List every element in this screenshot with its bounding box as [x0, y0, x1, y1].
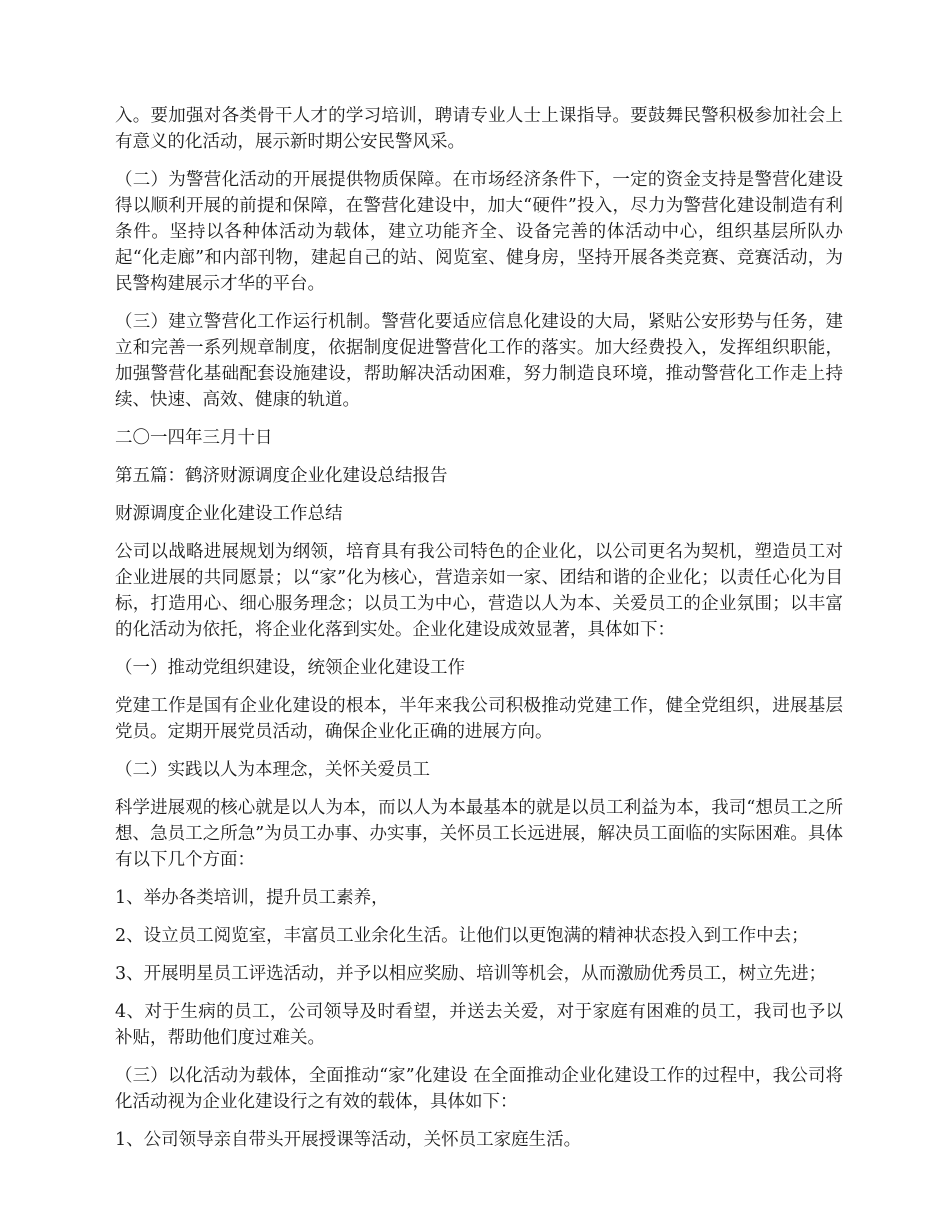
paragraph-people-oriented: 科学进展观的核心就是以人为本，而以人为本最基本的就是以员工利益为本，我司“想员工之所想、急员工之所急”为员工办事、办实事，关怀员工长远进展，解决员工面临的实际困难。具体有以下几个方面： — [115, 798, 843, 870]
list-item-employee-care: 4、对于生病的员工，公司领导及时看望，并送去关爱，对于家庭有困难的员工，我司也予以补贴，帮助他们度过难关。 — [115, 1002, 843, 1048]
list-item-reading-room: 2、设立员工阅览室，丰富员工业余化生活。让他们以更饱满的精神状态投入到工作中去； — [115, 926, 809, 946]
paragraph-intro-continuation: 入。要加强对各类骨干人才的学习培训，聘请专业人士上课指导。要鼓舞民警积极参加社会上有意义的化活动，展示新时期公安民警风采。 — [115, 106, 843, 152]
paragraph-police-material-support: （二）为警营化活动的开展提供物质保障。在市场经济条件下，一定的资金支持是警营化建设得以顺利开展的前提和保障，在警营化建设中，加大“硬件”投入，尽力为警营化建设制造有利条件。坚持以各种体活动为载体，建立功能齐全、设备完善的体活动中心，组织基层所队办起“化走廊”和内部刊物，建起自己的站、阅览室、健身房，坚持开展各类竞赛、竞赛活动，为民警构建展示才华的平台。 — [115, 170, 843, 294]
document-subtitle: 财源调度企业化建设工作总结 — [115, 504, 343, 524]
paragraph-company-overview: 公司以战略进展规划为纲领，培育具有我公司特色的企业化，以公司更名为契机，塑造员工对企业进展的共同愿景；以“家”化为核心，营造亲如一家、团结和谐的企业化；以责任心化为目标，打造用心、细心服务理念；以员工为中心，营造以人为本、关爱员工的企业氛围；以丰富的化活动为依托，将企业化落到实处。企业化建设成效显著，具体如下： — [115, 542, 843, 640]
paragraph-police-mechanism: （三）建立警营化工作运行机制。警营化要适应信息化建设的大局，紧贴公安形势与任务，建立和完善一系列规章制度，依据制度促进警营化工作的落实。加大经费投入，发挥组织职能，加强警营化基础配套设施建设，帮助解决活动困难，努力制造良环境，推动警营化工作走上持续、快速、高效、健康的轨道。 — [115, 312, 843, 410]
paragraph-party-building: 党建工作是国有企业化建设的根本，半年来我公司积极推动党建工作，健全党组织，进展基层党员。定期开展党员活动，确保企业化正确的进展方向。 — [115, 696, 843, 742]
heading-people-oriented: （二）实践以人为本理念，关怀关爱员工 — [115, 760, 430, 780]
document-page — [115, 103, 843, 1165]
document-date: 二〇一四年三月十日 — [115, 428, 273, 448]
list-item-training: 1、举办各类培训，提升员工素养， — [115, 888, 389, 908]
section-title: 第五篇：鹤济财源调度企业化建设总结报告 — [115, 466, 448, 486]
paragraph-home-culture: （三）以化活动为载体，全面推动“家”化建设 在全面推动企业化建设工作的过程中，我公司将化活动视为企业化建设行之有效的载体，具体如下： — [115, 1066, 843, 1112]
list-item-leader-lectures: 1、公司领导亲自带头开展授课等活动，关怀员工家庭生活。 — [115, 1130, 582, 1150]
heading-party-building: （一）推动党组织建设，统领企业化建设工作 — [115, 658, 465, 678]
list-item-star-employee: 3、开展明星员工评选活动，并予以相应奖励、培训等机会，从而激励优秀员工，树立先进； — [115, 964, 827, 984]
